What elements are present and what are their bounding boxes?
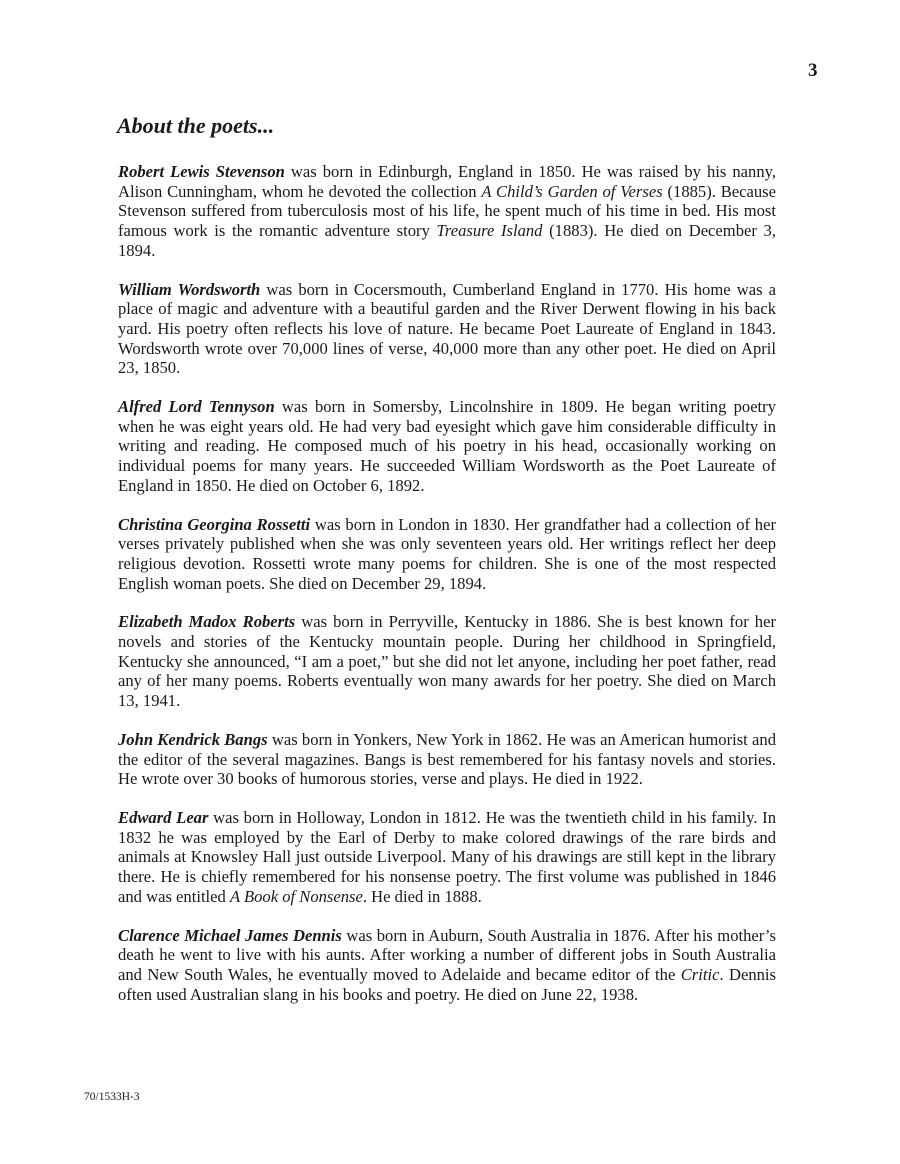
bio-text: was born in Auburn, South Australia in 1876. After his mother’s death he went to live with his aunts. After working a number of different jobs in South Australia and New South Wales, he eventually moved to Adelaide and became editor of the (118, 925, 776, 984)
bio-rossetti (118, 515, 776, 594)
poet-name: Edward Lear (118, 807, 209, 827)
bio-text: was born in London in 1830. Her grandfather had a collection of her verses privately published when she was only seventeen years old. Her writings reflect her deep religious devotion. Rossetti wrote many poems for children. She is one of the most respected English woman poets. She died on December 29, 1894. (118, 514, 776, 593)
bio-text: (1885). Because Stevenson suffered from tuberculosis most of his life, he spent much of his time in bed. His most famous work is the romantic adventure story (118, 181, 776, 241)
poet-name: Christina Georgina Rossetti (118, 514, 311, 534)
bio-wordsworth (118, 280, 776, 379)
bio-text: was born in Yonkers, New York in 1862. He was an American humorist and the editor of the several magazines. Bangs is best remembered for his fantasy novels and stories. He wrote over 30 books of humorous stories, verse and plays. He died in 1922. (118, 729, 776, 789)
work-title: A Child’s Garden of Verses (481, 181, 663, 201)
poet-bios (118, 162, 776, 1023)
work-title: A Book of Nonsense (229, 886, 363, 906)
bio-text: was born in Edinburgh, England in 1850. He was raised by his nanny, Alison Cunningham, whom he devoted the collection (118, 162, 776, 201)
bio-text: . He died in 1888. (362, 886, 482, 906)
page-title: About the poets... (117, 113, 275, 138)
bio-tennyson (118, 397, 776, 496)
bio-bangs (118, 730, 776, 789)
bio-text: was born in Somersby, Lincolnshire in 1809. He began writing poetry when he was eight years old. He had very bad eyesight which gave him considerable difficulty in writing and reading. He composed much of his poetry in his head, occasionally working on individual poems for many years. He succeeded William Wordsworth as the Poet Laureate of England in 1850. He died on October 6, 1892. (118, 397, 776, 495)
bio-stevenson (118, 162, 776, 261)
bio-text: . Dennis often used Australian slang in his books and poetry. He died on June 22, 1938. (118, 964, 777, 1004)
bio-text: was born in Perryville, Kentucky in 1886. She is best known for her novels and stories of the Kentucky mountain people. During her childhood in Springfield, Kentucky she announced, “I am a poet,” but she did not let anyone, including her poet father, read any of her many poems. Roberts eventually won many awards for her poetry. She died on March 13, 1941. (118, 612, 776, 711)
poet-name: Alfred Lord Tennyson (118, 397, 275, 417)
bio-text: was born in Holloway, London in 1812. He was the twentieth child in his family. In 1832 he was employed by the Earl of Derby to make colored drawings of the rare birds and animals at Knowsley Hall just outside Liverpool. Many of his drawings are still kept in the library there. He is chiefly remembered for his nonsense poetry. The first volume was published in 1846 and was entitled (118, 807, 777, 906)
bio-lear (118, 808, 776, 907)
bio-dennis (118, 926, 776, 1005)
document-code: 70/1533H-3 (84, 1091, 140, 1103)
poet-name: Robert Lewis Stevenson (118, 162, 285, 181)
work-title: Critic (680, 964, 720, 984)
page-number: 3 (808, 60, 818, 81)
poet-name: John Kendrick Bangs (118, 729, 268, 749)
poet-name: William Wordsworth (118, 279, 261, 299)
poet-name: Clarence Michael James Dennis (118, 925, 342, 945)
bio-text: was born in Cocersmouth, Cumberland England in 1770. His home was a place of magic and adventure with a beautiful garden and the River Derwent flowing in his back yard. His poetry often reflects his love of nature. He became Poet Laureate of England in 1843. Wordsworth wrote over 70,000 lines of verse, 40,000 more than any other poet. He died on April 23, 1850. (118, 279, 776, 378)
bio-roberts (118, 612, 776, 711)
bio-text: (1883). He died on December 3, 1894. (118, 221, 776, 260)
work-title: Treasure Island (436, 221, 543, 241)
poet-name: Elizabeth Madox Roberts (118, 612, 296, 632)
